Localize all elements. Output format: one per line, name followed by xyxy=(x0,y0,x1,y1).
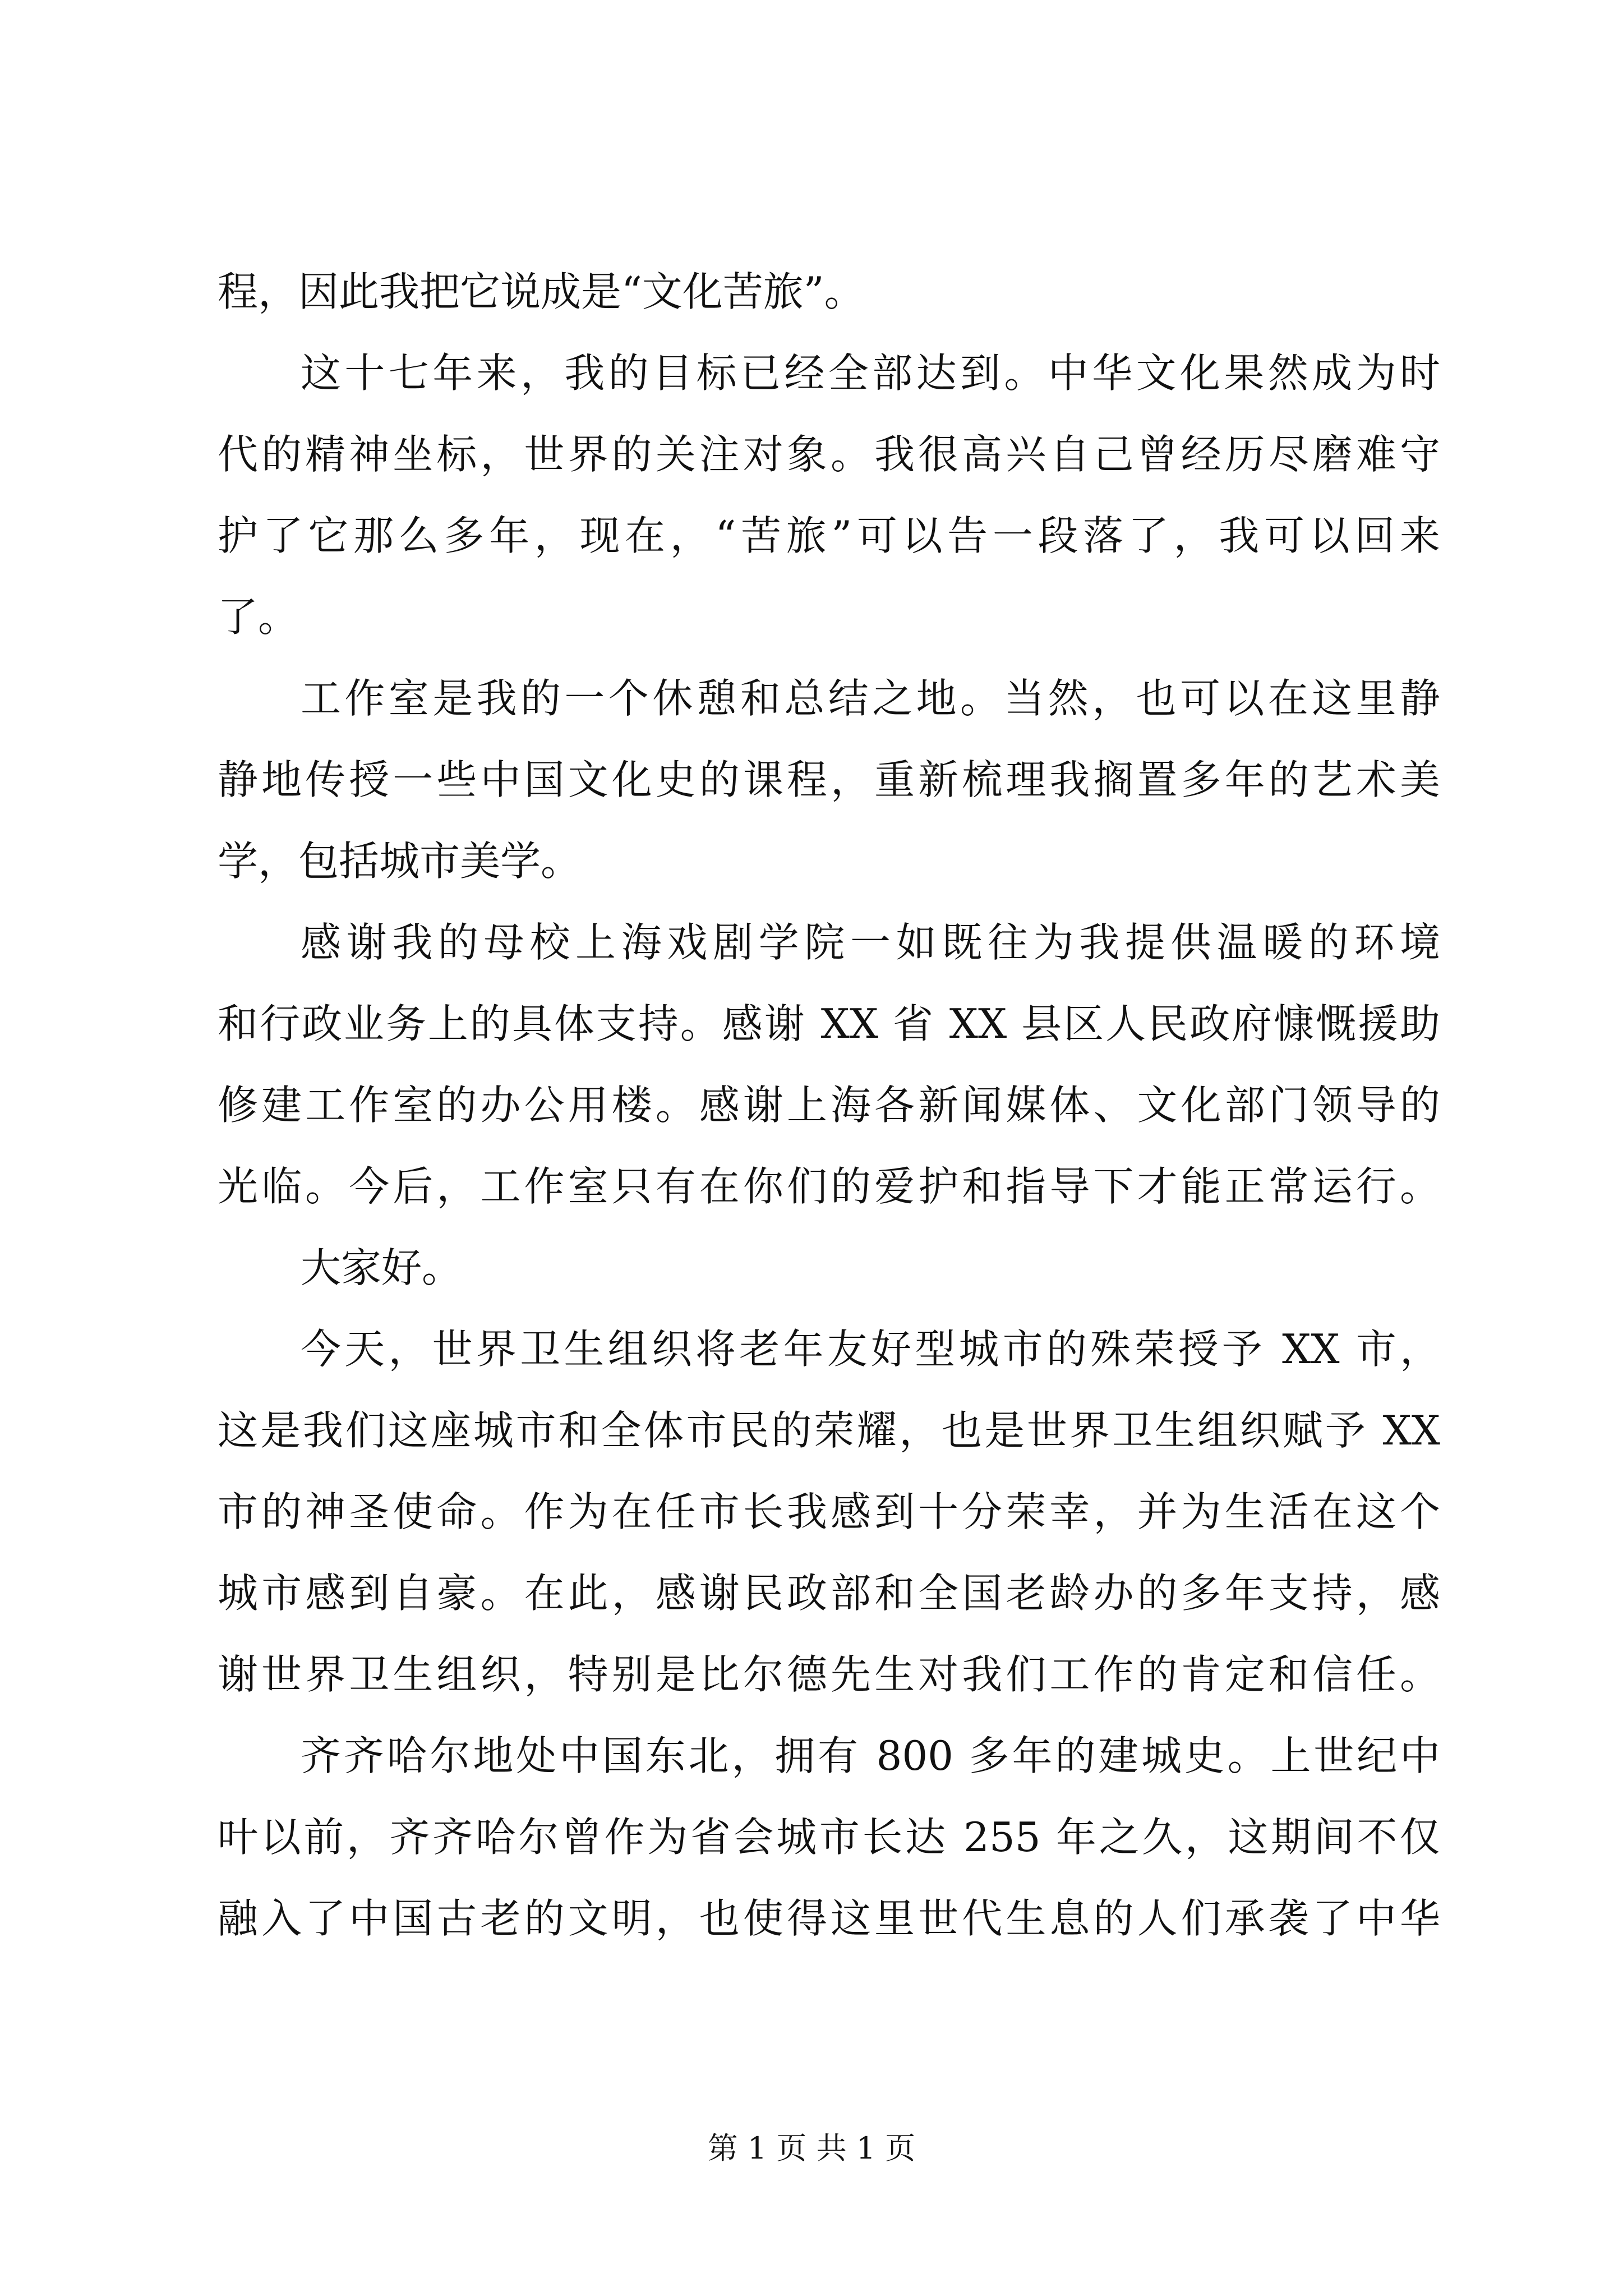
text-line-21: 融入了中国古老的文明，也使得这里世代生息的人们承袭了中华 xyxy=(218,1895,1440,1942)
text-line-7: 静地传授一些中国文化史的课程，重新梳理我搁置多年的艺术美 xyxy=(218,756,1440,803)
text-line-20: 叶以前，齐齐哈尔曾作为省会城市长达 255 年之久，这期间不仅 xyxy=(218,1814,1440,1861)
text-line-1: 程，因此我把它说成是“文化苦旅”。 xyxy=(218,268,865,315)
text-line-10: 和行政业务上的具体支持。感谢 XX 省 XX 县区人民政府慷慨援助 xyxy=(218,1000,1440,1047)
text-line-14: 今天，世界卫生组织将老年友好型城市的殊荣授予 XX 市， xyxy=(301,1326,1440,1373)
text-line-19: 齐齐哈尔地处中国东北，拥有 800 多年的建城史。上世纪中 xyxy=(301,1732,1440,1779)
text-line-8: 学，包括城市美学。 xyxy=(218,838,582,885)
text-line-6: 工作室是我的一个休憩和总结之地。当然，也可以在这里静 xyxy=(301,675,1440,722)
text-line-13: 大家好。 xyxy=(301,1244,463,1291)
text-line-16: 市的神圣使命。作为在任市长我感到十分荣幸，并为生活在这个 xyxy=(218,1488,1440,1535)
text-line-18: 谢世界卫生组织，特别是比尔德先生对我们工作的肯定和信任。 xyxy=(218,1651,1440,1698)
text-line-2: 这十七年来，我的目标已经全部达到。中华文化果然成为时 xyxy=(301,349,1440,397)
document-body xyxy=(218,251,1440,1959)
text-line-17: 城市感到自豪。在此，感谢民政部和全国老龄办的多年支持，感 xyxy=(218,1570,1440,1617)
text-line-15: 这是我们这座城市和全体市民的荣耀，也是世界卫生组织赋予 XX xyxy=(218,1407,1440,1454)
text-line-4: 护了它那么多年，现在，“苦旅”可以告一段落了，我可以回来 xyxy=(218,512,1440,559)
text-line-11: 修建工作室的办公用楼。感谢上海各新闻媒体、文化部门领导的 xyxy=(218,1082,1440,1129)
text-line-12: 光临。今后，工作室只有在你们的爱护和指导下才能正常运行。 xyxy=(218,1163,1440,1210)
text-line-3: 代的精神坐标，世界的关注对象。我很高兴自己曾经历尽磨难守 xyxy=(218,431,1440,478)
text-line-5: 了。 xyxy=(218,593,299,641)
page-number-footer: 第 1 页 共 1 页 xyxy=(707,2131,916,2166)
text-line-9: 感谢我的母校上海戏剧学院一如既往为我提供温暖的环境 xyxy=(301,919,1440,966)
